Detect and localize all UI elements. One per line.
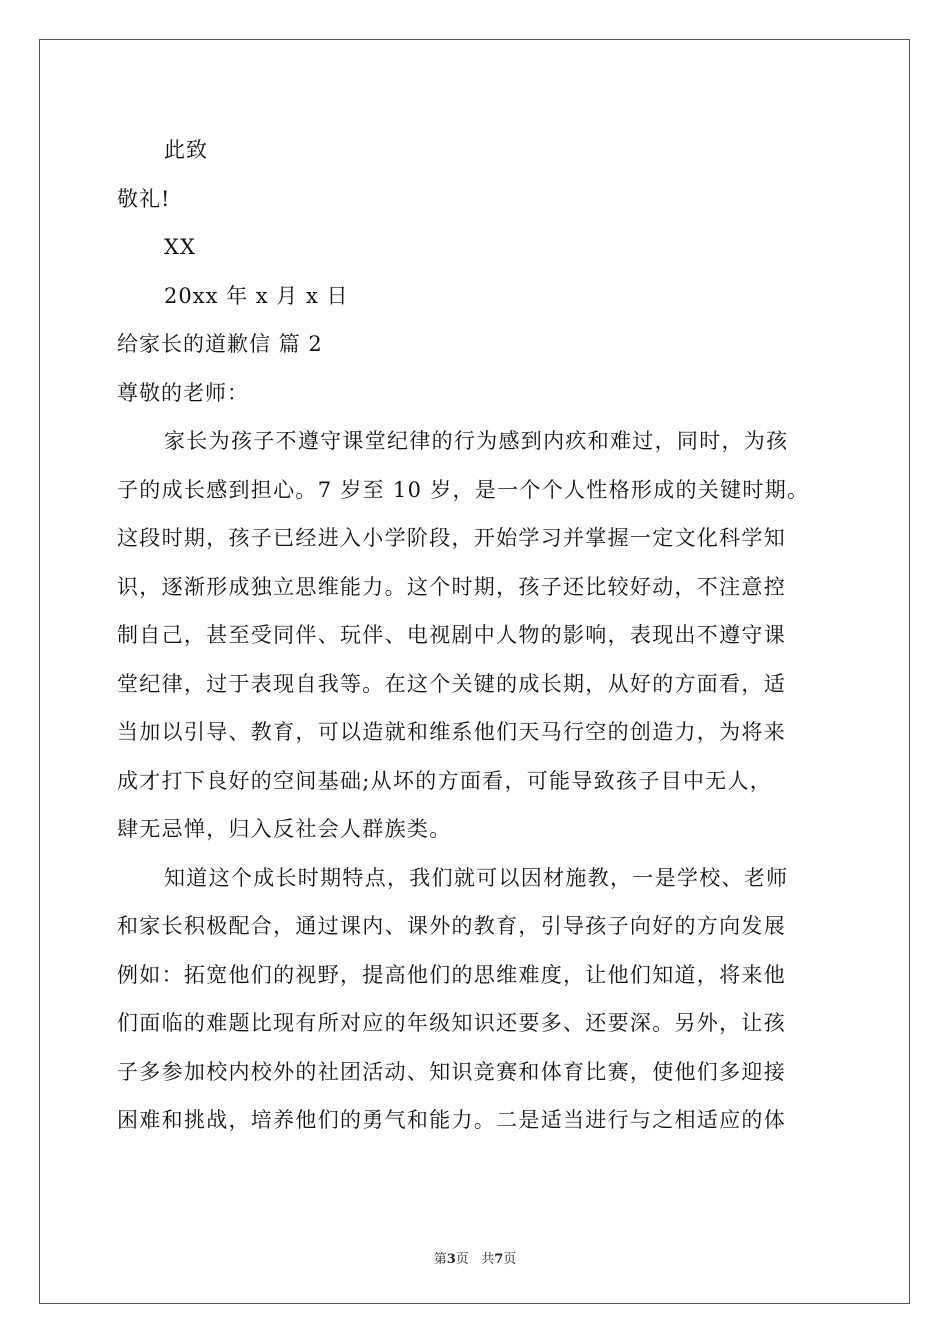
paragraph-line: 家长为孩子不遵守课堂纪律的行为感到内疚和难过，同时，为孩 <box>164 429 789 453</box>
signature: XX <box>164 235 196 259</box>
document-body <box>117 126 857 1145</box>
page-footer <box>0 1248 950 1267</box>
paragraph-line: 制自己，甚至受同伴、玩伴、电视剧中人物的影响，表现出不遵守课 <box>117 623 786 647</box>
paragraph-line: 成才打下良好的空间基础;从坏的方面看，可能导致孩子目中无人， <box>117 768 773 793</box>
letter-date: 20xx 年 x 月 x 日 <box>164 283 349 308</box>
paragraph-line: 困难和挑战，培养他们的勇气和能力。二是适当进行与之相适应的体 <box>117 1108 786 1132</box>
paragraph-line: 和家长积极配合，通过课内、课外的教育，引导孩子向好的方向发展 <box>117 914 786 938</box>
paragraph-line: 肆无忌惮，归入反社会人群族类。 <box>117 817 452 841</box>
paragraph-2 <box>117 854 857 1145</box>
paragraph-line: 当加以引导、教育，可以造就和维系他们天马行空的创造力，为将来 <box>117 720 786 744</box>
paragraph-line: 识，逐渐形成独立思维能力。这个时期，孩子还比较好动，不注意控 <box>117 574 786 599</box>
total-pages-number: 7 <box>494 1252 504 1267</box>
paragraph-line: 这段时期，孩子已经进入小学阶段，开始学习并掌握一定文化科学知 <box>117 526 786 550</box>
closing-regards: 敬礼! <box>117 186 171 211</box>
footer-suffix: 页 <box>503 1252 517 1267</box>
footer-prefix: 第 <box>433 1252 447 1267</box>
paragraph-line: 们面临的难题比现有所对应的年级知识还要多、还要深。另外，让孩 <box>117 1011 786 1035</box>
paragraph-1 <box>117 417 857 854</box>
greeting: 尊敬的老师： <box>117 380 249 405</box>
paragraph-line: 堂纪律，过于表现自我等。在这个关键的成长期，从好的方面看，适 <box>117 671 786 696</box>
paragraph-line: 知道这个成长时期特点，我们就可以因材施教，一是学校、老师 <box>164 865 789 890</box>
paragraph-line: 子多参加校内校外的社团活动、知识竞赛和体育比赛，使他们多迎接 <box>117 1059 786 1084</box>
paragraph-line: 例如：拓宽他们的视野，提高他们的思维难度，让他们知道，将来他 <box>117 962 786 987</box>
paragraph-line: 子的成长感到担心。7 岁至 10 岁，是一个个人性格形成的关键时期。 <box>117 477 810 502</box>
closing-salutation: 此致 <box>164 138 208 162</box>
footer-middle: 页 共 <box>455 1252 495 1267</box>
section-title: 给家长的道歉信 篇 2 <box>117 332 323 356</box>
current-page-number: 3 <box>446 1252 456 1267</box>
